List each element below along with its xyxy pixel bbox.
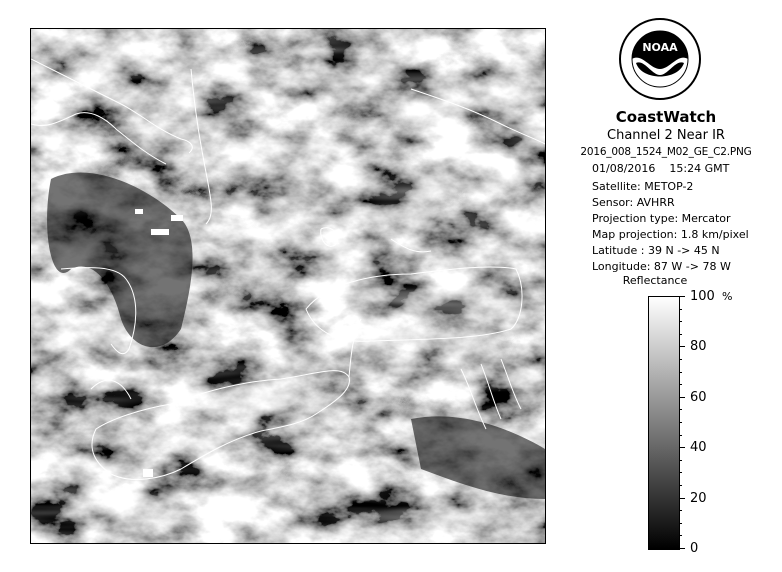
legend-minor-tick <box>679 422 682 423</box>
legend-tick-label: 100 <box>690 289 715 304</box>
legend-tick <box>679 296 685 297</box>
time-value: 15:24 GMT <box>669 162 730 175</box>
legend-tick <box>679 548 685 549</box>
reflectance-colorbar <box>648 296 680 550</box>
channel-label: Channel 2 Near IR <box>607 128 725 143</box>
cloud-patch <box>135 209 143 214</box>
legend-minor-tick <box>679 309 682 310</box>
satellite-image-canvas <box>31 29 545 543</box>
legend-minor-tick <box>679 384 682 385</box>
legend-minor-tick <box>679 485 682 486</box>
cloud-patch <box>143 469 153 477</box>
satellite-label: Satellite: METOP-2 <box>592 180 694 193</box>
legend-tick <box>679 346 685 347</box>
date-line <box>592 162 782 175</box>
longitude-label: Longitude: 87 W -> 78 W <box>592 260 731 273</box>
legend-tick-label: 80 <box>690 339 707 354</box>
legend-minor-tick <box>679 334 682 335</box>
cloud-patch <box>171 215 183 221</box>
legend-minor-tick <box>679 321 682 322</box>
date-value: 01/08/2016 <box>592 162 656 175</box>
legend-tick-label: 60 <box>690 390 707 405</box>
legend-title: Reflectance <box>622 274 688 287</box>
sensor-label: Sensor: AVHRR <box>592 196 675 209</box>
legend-tick-label: 20 <box>690 491 707 506</box>
legend-tick <box>679 498 685 499</box>
legend-minor-tick <box>679 372 682 373</box>
latitude-label: Latitude : 39 N -> 45 N <box>592 244 720 257</box>
legend-minor-tick <box>679 435 682 436</box>
legend-minor-tick <box>679 523 682 524</box>
legend-tick-label: 40 <box>690 440 707 455</box>
legend-tick <box>679 397 685 398</box>
noaa-logo <box>618 17 702 101</box>
filename-label: 2016_008_1524_M02_GE_C2.PNG <box>580 146 752 158</box>
legend-minor-tick <box>679 472 682 473</box>
legend-minor-tick <box>679 409 682 410</box>
cloud-patch <box>151 229 169 235</box>
legend-tick <box>679 447 685 448</box>
legend-minor-tick <box>679 460 682 461</box>
satellite-image <box>30 28 546 544</box>
logo-text: NOAA <box>642 41 678 54</box>
legend-minor-tick <box>679 359 682 360</box>
legend-tick-label: 0 <box>690 541 699 556</box>
projection-type-label: Projection type: Mercator <box>592 212 731 225</box>
legend-minor-tick <box>679 535 682 536</box>
map-projection-label: Map projection: 1.8 km/pixel <box>592 228 749 241</box>
brand-title: CoastWatch <box>615 108 717 126</box>
legend-minor-tick <box>679 510 682 511</box>
legend-unit: % <box>722 290 733 303</box>
